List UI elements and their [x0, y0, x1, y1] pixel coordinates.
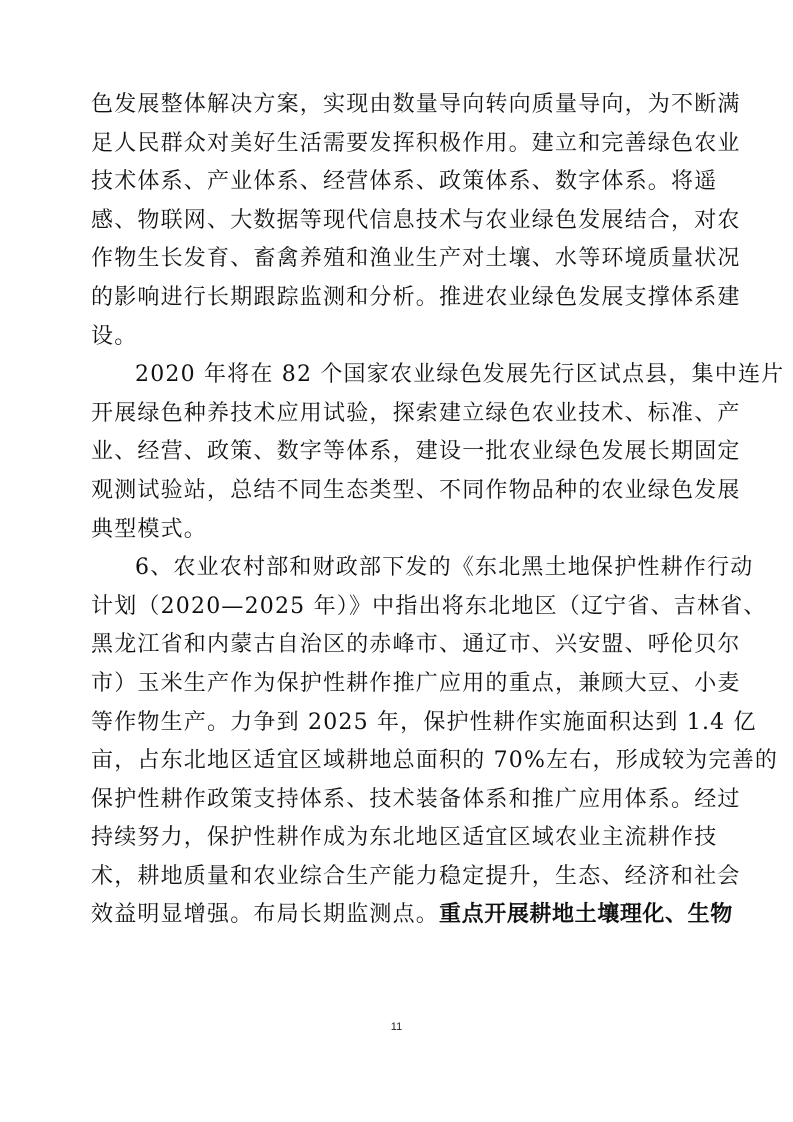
paragraph-1 [91, 86, 741, 356]
text-line: 色发展整体解决方案，实现由数量导向转向质量导向，为不断满 [91, 92, 741, 117]
text-line: 技术体系、产业体系、经营体系、政策体系、数字体系。将遥 [91, 169, 718, 195]
text-line: 足人民群众对美好生活需要发挥积极作用。建立和完善绿色农业 [91, 130, 741, 156]
text-line: 的影响进行长期跟踪监测和分析。推进农业绿色发展支撑体系建 [91, 284, 741, 310]
text-line: 6、农业农村部和财政部下发的《东北黑土地保护性耕作行动 [135, 555, 754, 581]
body-text [91, 86, 785, 935]
text-line: 观测试验站，总结不同生态类型、不同作物品种的农业绿色发展 [91, 477, 741, 503]
text-line: 术，耕地质量和农业综合生产能力稳定提升，生态、经济和社会 [91, 863, 741, 889]
text-line: 2020 年将在 82 个国家农业绿色发展先行区试点县，集中连片 [135, 362, 785, 388]
text-line-mixed [91, 896, 733, 935]
text-line: 开展绿色种养技术应用试验，探索建立绿色农业技术、标准、产 [91, 400, 741, 426]
text-line: 典型模式。 [91, 516, 208, 542]
paragraph-3 [91, 549, 779, 935]
page-number: 11 [390, 1021, 403, 1033]
text-line: 计划（2020—2025 年）》中指出将东北地区（辽宁省、吉林省、 [91, 593, 767, 619]
text-line: 等作物生产。力争到 2025 年，保护性耕作实施面积达到 1.4 亿 [91, 709, 757, 735]
text-line: 市）玉米生产作为保护性耕作推广应用的重点，兼顾大豆、小麦 [91, 670, 741, 696]
text-line: 感、物联网、大数据等现代信息技术与农业绿色发展结合，对农 [91, 207, 741, 233]
text-line: 设。 [91, 323, 138, 349]
regular-text: 效益明显增强。布局长期监测点。 [91, 902, 440, 928]
bold-emphasis-text: 重点开展耕地土壤理化、生物 [439, 902, 733, 928]
text-line: 保护性耕作政策支持体系、技术装备体系和推广应用体系。经过 [91, 786, 741, 812]
text-line: 黑龙江省和内蒙古自治区的赤峰市、通辽市、兴安盟、呼伦贝尔 [91, 632, 741, 658]
paragraph-2 [91, 356, 785, 549]
text-line: 作物生长发育、畜禽养殖和渔业生产对土壤、水等环境质量状况 [91, 246, 741, 272]
text-line: 持续努力，保护性耕作成为东北地区适宜区域农业主流耕作技 [91, 825, 718, 851]
text-line: 亩，占东北地区适宜区域耕地总面积的 70%左右，形成较为完善的 [91, 748, 779, 774]
text-line: 业、经营、政策、数字等体系，建设一批农业绿色发展长期固定 [91, 439, 741, 465]
